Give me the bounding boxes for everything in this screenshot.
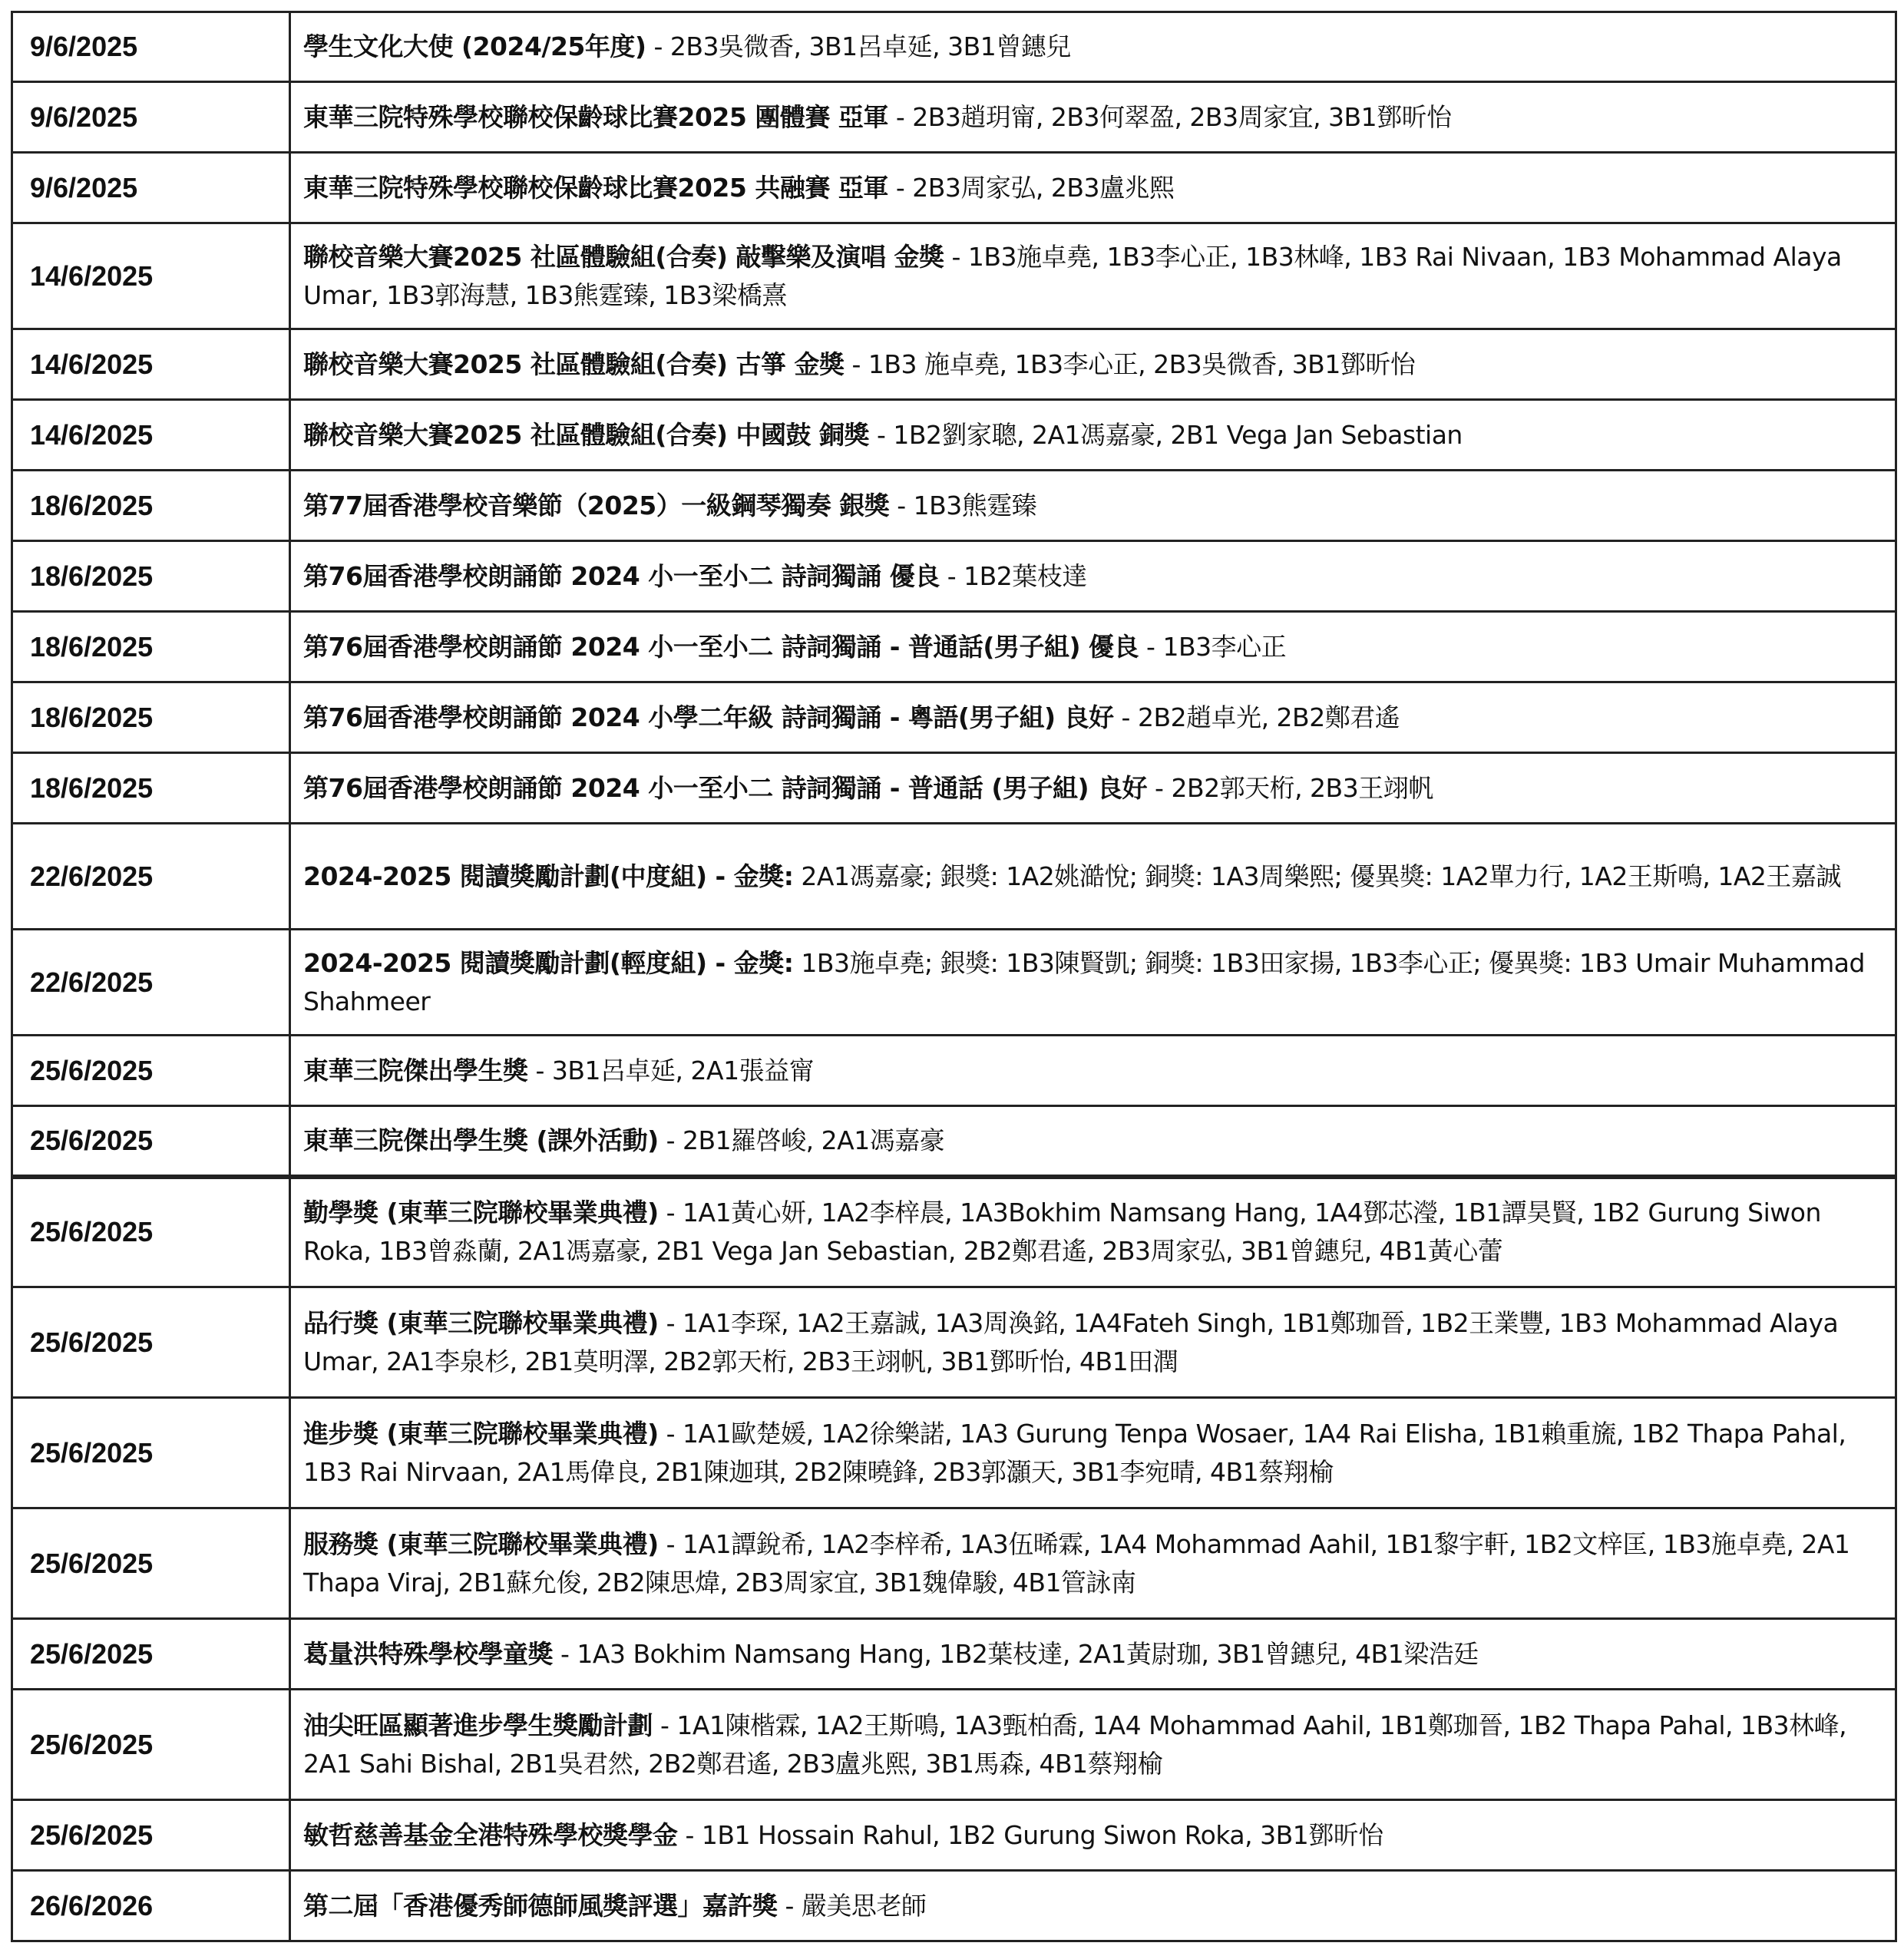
award-recipients: - 1B3 施卓堯, 1B3李心正, 2B3吳微香, 3B1鄧昕怡 bbox=[844, 349, 1416, 379]
row-description bbox=[290, 1800, 1896, 1871]
award-title: 第76屆香港學校朗誦節 2024 小一至小二 詩詞獨誦 優良 bbox=[303, 560, 940, 591]
table-row bbox=[12, 12, 1896, 82]
award-recipients: - 2B1羅啓峻, 2A1馮嘉豪 bbox=[658, 1125, 945, 1155]
award-title: 第76屆香港學校朗誦節 2024 小一至小二 詩詞獨誦 - 普通話(男子組) 優良 bbox=[303, 631, 1139, 662]
row-date: 14/6/2025 bbox=[12, 400, 290, 471]
row-date: 22/6/2025 bbox=[12, 930, 290, 1036]
table-row bbox=[12, 223, 1896, 329]
award-recipients: - 2B3周家弘, 2B3盧兆熙 bbox=[888, 172, 1175, 203]
award-recipients: - 2B2郭天桁, 2B3王翊帆 bbox=[1147, 772, 1433, 803]
table-row bbox=[12, 930, 1896, 1036]
row-description bbox=[290, 1871, 1896, 1941]
award-title: 第76屆香港學校朗誦節 2024 小一至小二 詩詞獨誦 - 普通話 (男子組) 良好 bbox=[303, 772, 1148, 803]
table-row bbox=[12, 1177, 1896, 1287]
award-recipients: 2A1馮嘉豪; 銀獎: 1A2姚澔悅; 銅獎: 1A3周樂熙; 優異獎: 1A2單力行, 1A2王斯鳴, 1A2王嘉誠 bbox=[793, 861, 1841, 891]
award-recipients: - 2B3吳微香, 3B1呂卓延, 3B1曾鏸兒 bbox=[646, 31, 1071, 61]
row-description bbox=[290, 471, 1896, 541]
award-recipients: - 1A1李琛, 1A2王嘉誠, 1A3周渙銘, 1A4Fateh Singh, 1B1鄭珈晉, 1B2王業豐, 1B3 Mohammad Alaya Umar, 2A1李泉杉, 2B1莫明澤, 2B2郭天桁, 2B3王翊帆, 3B1鄧昕怡, 4B1田潤 bbox=[303, 1307, 1839, 1376]
award-title: 2024-2025 閱讀獎勵計劃(輕度組) - 金獎: bbox=[303, 947, 794, 978]
row-date: 9/6/2025 bbox=[12, 153, 290, 223]
award-title: 進步獎 (東華三院聯校畢業典禮) bbox=[303, 1418, 659, 1449]
row-date: 25/6/2025 bbox=[12, 1036, 290, 1106]
row-date: 9/6/2025 bbox=[12, 82, 290, 153]
award-recipients: - 1B2葉枝達 bbox=[939, 560, 1087, 591]
row-description bbox=[290, 612, 1896, 682]
row-date: 25/6/2025 bbox=[12, 1177, 290, 1287]
row-date: 25/6/2025 bbox=[12, 1619, 290, 1690]
award-recipients: - 嚴美思老師 bbox=[777, 1890, 927, 1921]
row-date: 25/6/2025 bbox=[12, 1508, 290, 1619]
row-date: 14/6/2025 bbox=[12, 223, 290, 329]
table-row bbox=[12, 1287, 1896, 1398]
row-description bbox=[290, 400, 1896, 471]
row-description bbox=[290, 1619, 1896, 1690]
award-title: 服務獎 (東華三院聯校畢業典禮) bbox=[303, 1528, 659, 1559]
table-row bbox=[12, 1508, 1896, 1619]
row-date: 18/6/2025 bbox=[12, 471, 290, 541]
row-date: 18/6/2025 bbox=[12, 753, 290, 824]
award-title: 聯校音樂大賽2025 社區體驗組(合奏) 中國鼓 銅獎 bbox=[303, 419, 869, 450]
row-description bbox=[290, 930, 1896, 1036]
award-recipients: - 1A1歐楚媛, 1A2徐樂諾, 1A3 Gurung Tenpa Wosaer, 1A4 Rai Elisha, 1B1賴重旒, 1B2 Thapa Pahal, 1B3 Rai Nirvaan, 2A1馬偉良, 2B1陳迦琪, 2B2陳曉鋒, 2B3郭灝天, 3B1李宛晴, 4B1蔡翔榆 bbox=[303, 1418, 1846, 1487]
row-description bbox=[290, 329, 1896, 400]
award-recipients: - 1B1 Hossain Rahul, 1B2 Gurung Siwon Roka, 3B1鄧昕怡 bbox=[677, 1819, 1383, 1850]
row-date: 25/6/2025 bbox=[12, 1106, 290, 1177]
row-description bbox=[290, 753, 1896, 824]
award-title: 葛量洪特殊學校學童獎 bbox=[303, 1638, 553, 1669]
table-row bbox=[12, 824, 1896, 930]
award-title: 2024-2025 閱讀獎勵計劃(中度組) - 金獎: bbox=[303, 861, 794, 891]
award-recipients: - 2B2趙卓光, 2B2鄭君遙 bbox=[1113, 702, 1400, 732]
row-date: 25/6/2025 bbox=[12, 1287, 290, 1398]
table-row bbox=[12, 1398, 1896, 1508]
row-description bbox=[290, 82, 1896, 153]
table-row bbox=[12, 682, 1896, 753]
row-date: 18/6/2025 bbox=[12, 612, 290, 682]
award-recipients: - 1B3熊霆臻 bbox=[889, 490, 1037, 520]
row-description bbox=[290, 153, 1896, 223]
row-description bbox=[290, 1398, 1896, 1508]
award-recipients: - 1B2劉家聰, 2A1馮嘉豪, 2B1 Vega Jan Sebastian bbox=[868, 419, 1463, 450]
award-recipients: - 1A1譚銳希, 1A2李梓希, 1A3伍晞霖, 1A4 Mohammad Aahil, 1B1黎宇軒, 1B2文梓匡, 1B3施卓堯, 2A1 Thapa Viraj, 2B1蘇允俊, 2B2陳思煒, 2B3周家宜, 3B1魏偉駿, 4B1管詠南 bbox=[303, 1528, 1850, 1598]
row-description bbox=[290, 1287, 1896, 1398]
award-title: 第77屆香港學校音樂節（2025）一級鋼琴獨奏 銀獎 bbox=[303, 490, 890, 520]
award-title: 敏哲慈善基金全港特殊學校獎學金 bbox=[303, 1819, 678, 1850]
row-description bbox=[290, 1036, 1896, 1106]
row-description bbox=[290, 824, 1896, 930]
table-row bbox=[12, 400, 1896, 471]
award-title: 聯校音樂大賽2025 社區體驗組(合奏) 敲擊樂及演唱 金獎 bbox=[303, 241, 944, 272]
table-row bbox=[12, 1800, 1896, 1871]
award-title: 東華三院傑出學生獎 bbox=[303, 1055, 528, 1085]
row-date: 14/6/2025 bbox=[12, 329, 290, 400]
award-recipients: - 1A1陳楷霖, 1A2王斯鳴, 1A3甄柏喬, 1A4 Mohammad Aahil, 1B1鄭珈晉, 1B2 Thapa Pahal, 1B3林峰, 2A1 Sahi Bishal, 2B1吳君然, 2B2鄭君遙, 2B3盧兆熙, 3B1馬森, 4B1蔡翔榆 bbox=[303, 1710, 1847, 1779]
row-description bbox=[290, 1106, 1896, 1177]
table-row bbox=[12, 1690, 1896, 1800]
row-date: 25/6/2025 bbox=[12, 1800, 290, 1871]
table-row bbox=[12, 1036, 1896, 1106]
award-title: 東華三院傑出學生獎 (課外活動) bbox=[303, 1125, 659, 1155]
row-date: 26/6/2026 bbox=[12, 1871, 290, 1941]
row-date: 9/6/2025 bbox=[12, 12, 290, 82]
table-row bbox=[12, 753, 1896, 824]
award-recipients: - 1A1黃心妍, 1A2李梓晨, 1A3Bokhim Namsang Hang, 1A4鄧芯瀅, 1B1譚昊賢, 1B2 Gurung Siwon Roka, 1B3曾淼蘭, 2A1馮嘉豪, 2B1 Vega Jan Sebastian, 2B2鄭君遙, 2B3周家弘, 3B1曾鏸兒, 4B1黃心蕾 bbox=[303, 1198, 1821, 1267]
table-row bbox=[12, 1871, 1896, 1941]
award-title: 品行獎 (東華三院聯校畢業典禮) bbox=[303, 1307, 659, 1338]
awards-table-wrapper bbox=[11, 11, 1895, 1942]
award-title: 油尖旺區顯著進步學生獎勵計劃 bbox=[303, 1710, 653, 1740]
row-description bbox=[290, 1508, 1896, 1619]
table-row bbox=[12, 329, 1896, 400]
award-title: 勤學獎 (東華三院聯校畢業典禮) bbox=[303, 1198, 659, 1228]
row-description bbox=[290, 1177, 1896, 1287]
table-row bbox=[12, 612, 1896, 682]
row-date: 25/6/2025 bbox=[12, 1690, 290, 1800]
award-title: 第76屆香港學校朗誦節 2024 小學二年級 詩詞獨誦 - 粵語(男子組) 良好 bbox=[303, 702, 1114, 732]
row-description bbox=[290, 223, 1896, 329]
row-date: 22/6/2025 bbox=[12, 824, 290, 930]
table-row bbox=[12, 153, 1896, 223]
row-date: 25/6/2025 bbox=[12, 1398, 290, 1508]
table-row bbox=[12, 1619, 1896, 1690]
awards-table-body bbox=[12, 12, 1896, 1941]
award-recipients: - 3B1呂卓延, 2A1張益甯 bbox=[527, 1055, 815, 1085]
award-title: 第二屆「香港優秀師德師風獎評選」嘉許獎 bbox=[303, 1890, 778, 1921]
award-recipients: - 2B3趙玥甯, 2B3何翠盈, 2B3周家宜, 3B1鄧昕怡 bbox=[888, 101, 1452, 132]
table-row bbox=[12, 1106, 1896, 1177]
row-description bbox=[290, 1690, 1896, 1800]
row-date: 18/6/2025 bbox=[12, 541, 290, 612]
row-description bbox=[290, 541, 1896, 612]
award-recipients: - 1A3 Bokhim Namsang Hang, 1B2葉枝達, 2A1黃尉珈, 3B1曾鏸兒, 4B1梁浩廷 bbox=[553, 1638, 1479, 1669]
award-title: 學生文化大使 (2024/25年度) bbox=[303, 31, 646, 61]
award-recipients: - 1B3施卓堯, 1B3李心正, 1B3林峰, 1B3 Rai Nivaan, 1B3 Mohammad Alaya Umar, 1B3郭海慧, 1B3熊霆臻, 1B3梁橋熹 bbox=[303, 241, 1842, 310]
table-row bbox=[12, 82, 1896, 153]
row-description bbox=[290, 12, 1896, 82]
table-row bbox=[12, 471, 1896, 541]
award-recipients: - 1B3李心正 bbox=[1139, 631, 1287, 662]
row-date: 18/6/2025 bbox=[12, 682, 290, 753]
row-description bbox=[290, 682, 1896, 753]
table-row bbox=[12, 541, 1896, 612]
awards-table bbox=[11, 11, 1897, 1942]
award-title: 聯校音樂大賽2025 社區體驗組(合奏) 古箏 金獎 bbox=[303, 349, 845, 379]
award-recipients: 1B3施卓堯; 銀獎: 1B3陳賢凱; 銅獎: 1B3田家揚, 1B3李心正; 優異獎: 1B3 Umair Muhammad Shahmeer bbox=[303, 947, 1865, 1016]
award-title: 東華三院特殊學校聯校保齡球比賽2025 共融賽 亞軍 bbox=[303, 172, 888, 203]
award-title: 東華三院特殊學校聯校保齡球比賽2025 團體賽 亞軍 bbox=[303, 101, 888, 132]
